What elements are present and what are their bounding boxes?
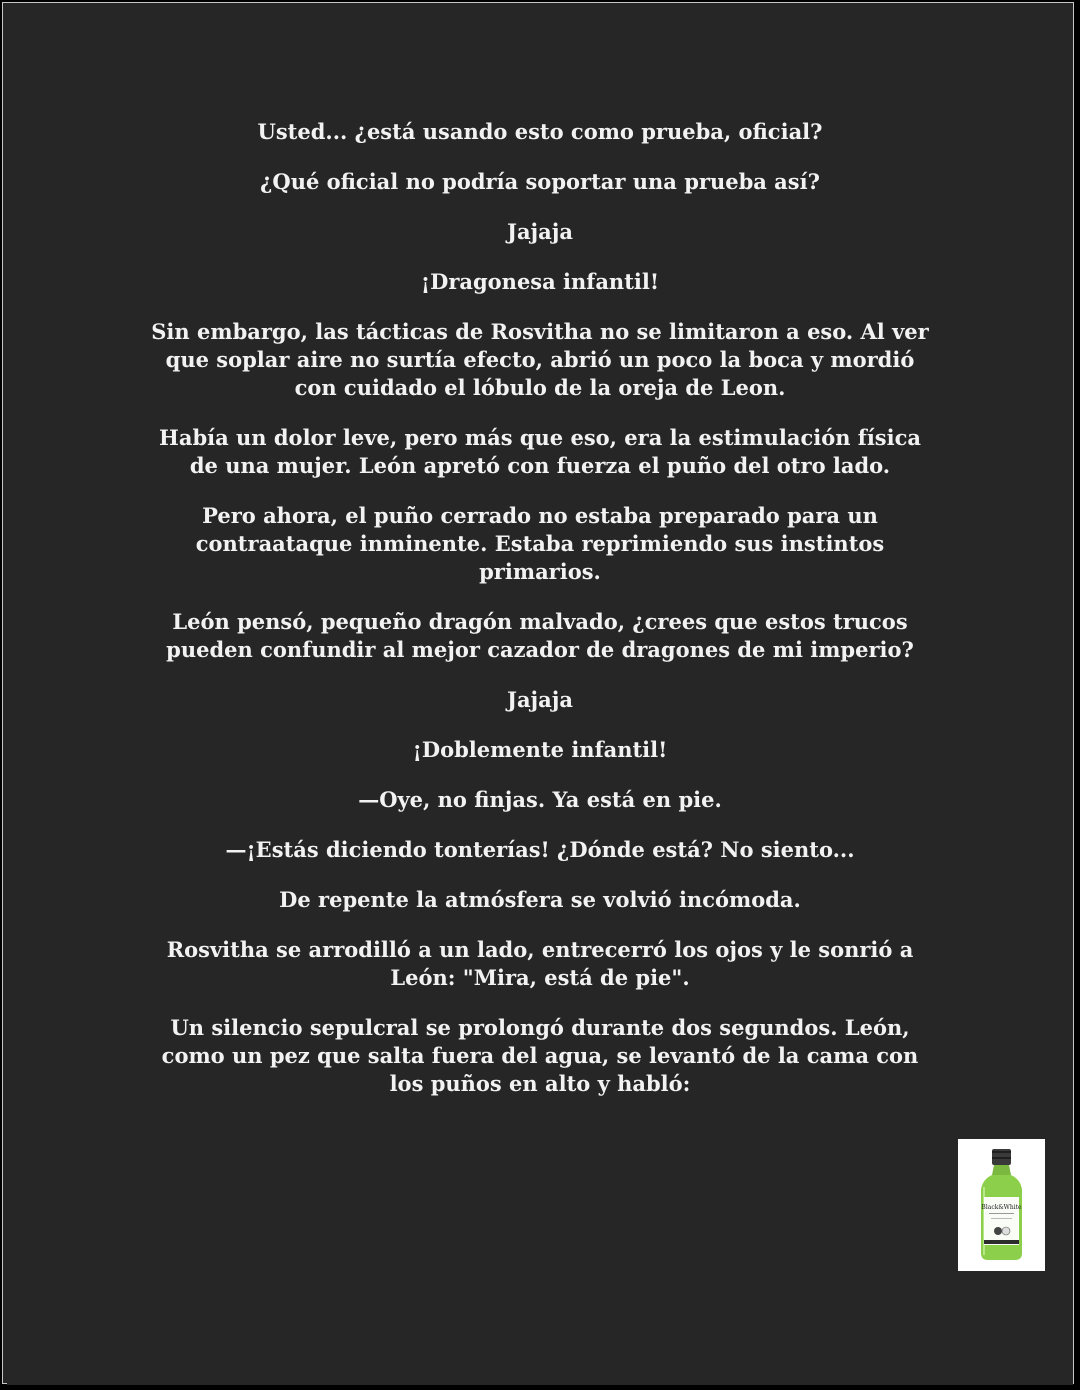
paragraph-4: ¡Dragonesa infantil! (420, 269, 660, 294)
paragraph-11: —Oye, no finjas. Ya está en pie. (358, 787, 722, 812)
chapter-text (150, 118, 930, 1120)
paragraph-13: De repente la atmósfera se volvió incómoda. (279, 887, 801, 912)
paragraph-6: Había un dolor leve, pero más que eso, era la estimulación física de una mujer. León apretó con fuerza el puño del otro lado. (159, 425, 921, 478)
paragraph-12: —¡Estás diciendo tonterías! ¿Dónde está? No siento... (225, 837, 855, 862)
paragraph-10: ¡Doblemente infantil! (412, 737, 668, 762)
whisky-bottle-icon (958, 1139, 1045, 1271)
ad-brand-label: Black&White (981, 1204, 1022, 1211)
paragraph-9: Jajaja (507, 687, 573, 712)
paragraph-14: Rosvitha se arrodilló a un lado, entrecerró los ojos y le sonrió a León: "Mira, está de pie". (166, 937, 914, 990)
paragraph-15: Un silencio sepulcral se prolongó durante dos segundos. León, como un pez que salta fuera del agua, se levantó de la cama con los puños en alto y habló: (161, 1015, 919, 1096)
paragraph-5: Sin embargo, las tácticas de Rosvitha no se limitaron a eso. Al ver que soplar aire no surtía efecto, abrió un poco la boca y mordió con cuidado el lóbulo de la oreja de Leon. (151, 319, 929, 400)
paragraph-7: Pero ahora, el puño cerrado no estaba preparado para un contraataque inminente. Estaba reprimiendo sus instintos primarios. (195, 503, 885, 584)
paragraph-8: León pensó, pequeño dragón malvado, ¿crees que estos trucos pueden confundir al mejor cazador de dragones de mi imperio? (166, 609, 914, 662)
paragraph-3: Jajaja (507, 219, 573, 244)
paragraph-1: Usted... ¿está usando esto como prueba, oficial? (257, 119, 823, 144)
paragraph-2: ¿Qué oficial no podría soportar una prueba así? (260, 169, 820, 194)
ad-thumbnail[interactable] (958, 1139, 1045, 1271)
